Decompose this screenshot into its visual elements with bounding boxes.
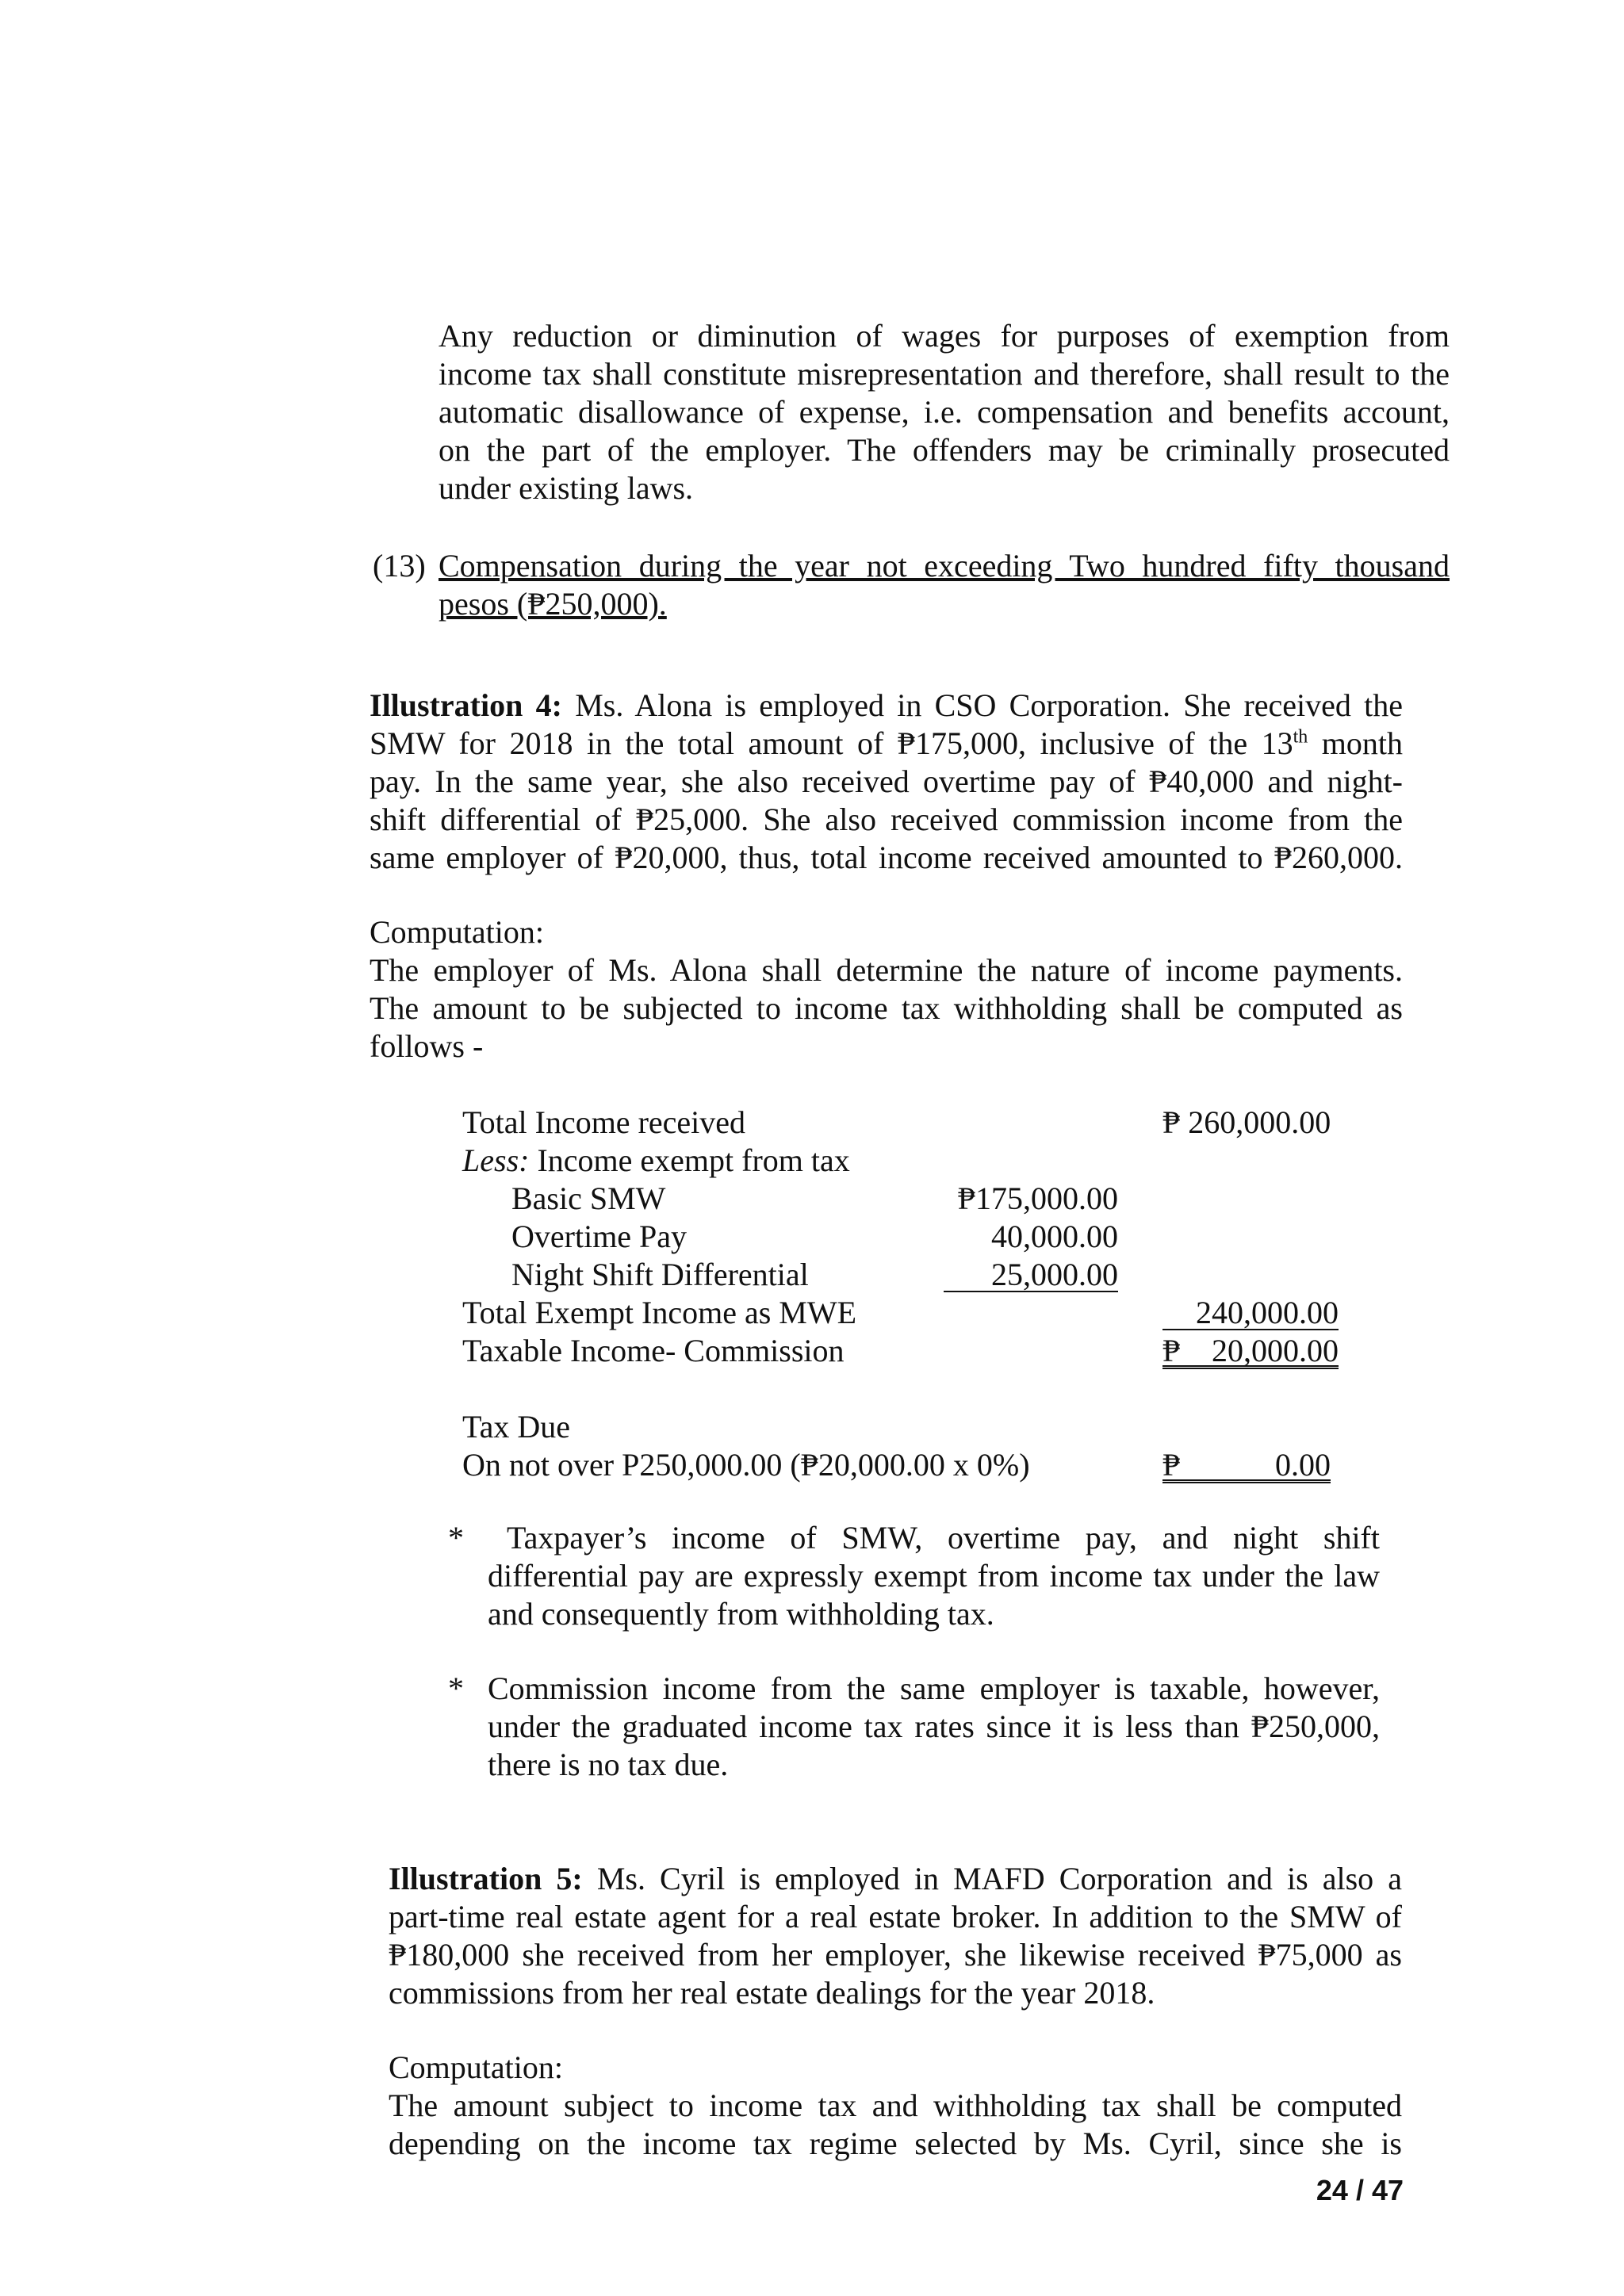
less-label: Less: (462, 1142, 530, 1178)
text-fragment: month (1321, 725, 1403, 761)
text-line: shift differential of ₱25,000. She also received commission income from the (370, 802, 1403, 837)
item-13-line: Compensation during the year not exceeding Two hundred fifty thousand (439, 548, 1450, 584)
text-line: differential pay are expressly exempt from income tax under the law (488, 1558, 1380, 1594)
illustration-4-label: Illustration 4: (370, 687, 562, 723)
text-line (389, 1860, 1402, 1898)
text-line (370, 725, 1403, 763)
total-exempt-label: Total Exempt Income as MWE (462, 1295, 857, 1330)
overtime-value: 40,000.00 (991, 1219, 1118, 1254)
text-line: same employer of ₱20,000, thus, total income received amounted to ₱260,000. (370, 840, 1403, 875)
text-line: on the part of the employer. The offenders may be criminally prosecuted (439, 432, 1450, 468)
computation-label: Computation: (389, 2049, 563, 2085)
page-number: 24 / 47 (1316, 2174, 1404, 2206)
night-shift-value: 25,000.00 (944, 1256, 1118, 1292)
taxable-label: Taxable Income- Commission (462, 1333, 845, 1368)
taxable-currency: ₱ (1162, 1333, 1181, 1368)
text-line: Any reduction or diminution of wages for purposes of exemption from (439, 318, 1450, 354)
superscript: th (1293, 726, 1308, 748)
taxable-value: 20,000.00 (1212, 1333, 1339, 1368)
total-income-value: ₱ 260,000.00 (1162, 1104, 1331, 1140)
note-1-bullet: * (448, 1520, 464, 1556)
text-line: depending on the income tax regime selected by Ms. Cyril, since she is (389, 2126, 1402, 2161)
basic-smw-label: Basic SMW (511, 1181, 666, 1216)
total-income-label: Total Income received (462, 1104, 746, 1140)
text-line (370, 687, 1403, 725)
overtime-label: Overtime Pay (511, 1219, 688, 1254)
less-text: Income exempt from tax (537, 1142, 850, 1178)
tax-due-value-row (1162, 1446, 1331, 1483)
text-fragment: SMW for 2018 in the total amount of ₱175,000, inclusive of the 13 (370, 725, 1293, 761)
text-line: follows - (370, 1028, 484, 1064)
text-line: income tax shall constitute misrepresentation and therefore, shall result to the (439, 356, 1450, 392)
text-line: Commission income from the same employer is taxable, however, (488, 1670, 1380, 1706)
item-13-heading (439, 547, 1450, 623)
computation-label: Computation: (370, 914, 544, 950)
night-shift-label: Night Shift Differential (511, 1257, 809, 1292)
illustration-4-text: Ms. Alona is employed in CSO Corporation. She received the (575, 687, 1404, 723)
tax-due-line: On not over P250,000.00 (₱20,000.00 x 0%) (462, 1447, 1030, 1483)
note-1 (488, 1519, 1380, 1633)
text-line: under existing laws. (439, 470, 694, 506)
tax-due-currency: ₱ (1162, 1447, 1181, 1483)
illustration-4 (370, 687, 1403, 877)
less-line (462, 1142, 850, 1180)
tax-due-value: 0.00 (1275, 1447, 1331, 1483)
item-13-number: (13) (373, 548, 426, 584)
illustration-5-label: Illustration 5: (389, 1861, 583, 1896)
text-line: there is no tax due. (488, 1747, 729, 1782)
illustration-4-computation (370, 913, 1403, 1066)
illustration-5-computation (389, 2049, 1402, 2163)
illustration-5-text: Ms. Cyril is employed in MAFD Corporation and is also a (596, 1861, 1402, 1896)
top-paragraph (439, 317, 1450, 507)
text-line: Taxpayer’s income of SMW, overtime pay, and night shift (507, 1520, 1380, 1556)
taxable-value-row (1162, 1332, 1339, 1369)
text-line: commissions from her real estate dealings for the year 2018. (389, 1975, 1155, 2011)
text-line: automatic disallowance of expense, i.e. compensation and benefits account, (439, 394, 1450, 430)
note-2 (488, 1670, 1380, 1784)
total-exempt-value: 240,000.00 (1162, 1294, 1339, 1330)
illustration-5 (389, 1860, 1402, 2012)
text-line: ₱180,000 she received from her employer, she likewise received ₱75,000 as (389, 1937, 1402, 1973)
text-line: The employer of Ms. Alona shall determine the nature of income payments. (370, 952, 1403, 988)
note-2-bullet: * (448, 1670, 464, 1706)
tax-due-label: Tax Due (462, 1409, 571, 1445)
text-line: pay. In the same year, she also received overtime pay of ₱40,000 and night- (370, 763, 1403, 799)
basic-smw-value: ₱175,000.00 (957, 1181, 1118, 1216)
item-13-line: pesos (₱250,000). (439, 586, 667, 622)
text-line: The amount subject to income tax and withholding tax shall be computed (389, 2087, 1402, 2123)
text-line: The amount to be subjected to income tax withholding shall be computed as (370, 990, 1403, 1026)
text-line: under the graduated income tax rates since it is less than ₱250,000, (488, 1709, 1380, 1744)
text-line: part-time real estate agent for a real estate broker. In addition to the SMW of (389, 1899, 1402, 1934)
text-line: and consequently from withholding tax. (488, 1596, 994, 1632)
